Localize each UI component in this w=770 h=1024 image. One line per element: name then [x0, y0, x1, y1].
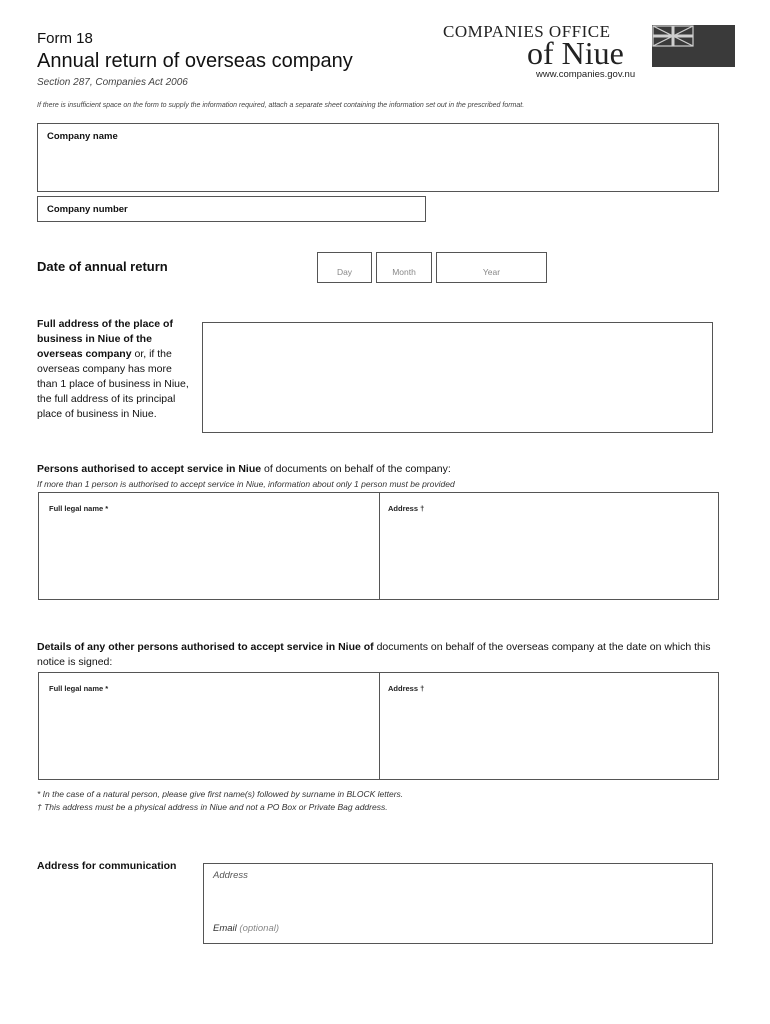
footnote-dagger: † This address must be a physical address in Niue and not a PO Box or Private Bag address. [37, 802, 388, 812]
footnote-star: * In the case of a natural person, please give first name(s) followed by surname in BLOCK letters. [37, 789, 404, 799]
page-title: Annual return of overseas company [37, 50, 353, 72]
website-url: www.companies.gov.nu [536, 69, 636, 80]
business-address-label-bold: Full address of the place of business in Niue of the overseas company [37, 318, 173, 360]
company-number-label: Company number [47, 204, 128, 215]
company-name-field[interactable] [37, 123, 719, 192]
company-name-label: Company name [47, 131, 118, 142]
instruction-text: If there is insufficient space on the form to supply the information required, attach a separate sheet containing the information set out in the prescribed format. [37, 102, 525, 109]
flag-icon [652, 25, 735, 67]
business-address-label-rest: or, if the overseas company has more than 1 place of business in Niue, the full address of its principal place of business in Niue. [37, 348, 189, 420]
address-label: Address † [388, 684, 425, 693]
email-optional-text: (optional) [239, 923, 280, 934]
other-persons-address-field[interactable] [380, 673, 718, 779]
other-persons-table [38, 672, 719, 780]
persons-address-field[interactable] [380, 493, 718, 599]
other-persons-heading-rest: documents on behalf of the overseas company at the date on which this notice is signed: [37, 641, 711, 668]
date-year-field[interactable] [436, 252, 547, 283]
persons-note: If more than 1 person is authorised to accept service in Niue, information about only 1 person must be provided [37, 479, 455, 489]
communication-address-field[interactable] [204, 864, 712, 914]
business-address-label [37, 317, 192, 422]
communication-address-label: Address [213, 870, 248, 881]
persons-heading [37, 463, 451, 475]
date-day-field[interactable] [317, 252, 372, 283]
communication-box [203, 863, 713, 944]
year-placeholder: Year [482, 267, 501, 277]
logo-text-top: COMPANIES OFFICE [443, 22, 611, 41]
form-number: Form 18 [37, 30, 93, 47]
business-address-field[interactable] [202, 322, 713, 433]
communication-label: Address for communication [37, 860, 177, 872]
persons-table [38, 492, 719, 600]
other-persons-name-field[interactable] [39, 673, 379, 779]
full-legal-name-label: Full legal name * [49, 684, 109, 693]
email-text: Email [213, 923, 237, 934]
persons-heading-rest: of documents on behalf of the company: [261, 463, 451, 475]
logo-text-main: of Niue [527, 35, 624, 71]
persons-heading-bold: Persons authorised to accept service in Niue [37, 463, 262, 475]
communication-email-field[interactable] [204, 916, 712, 943]
day-placeholder: Day [336, 267, 353, 277]
section-reference: Section 287, Companies Act 2006 [37, 77, 188, 88]
date-month-field[interactable] [376, 252, 432, 283]
address-label: Address † [388, 504, 425, 513]
full-legal-name-label: Full legal name * [49, 504, 109, 513]
persons-name-field[interactable] [39, 493, 379, 599]
other-persons-heading [37, 640, 737, 670]
month-placeholder: Month [392, 267, 416, 277]
company-number-field[interactable] [37, 196, 426, 222]
other-persons-heading-bold: Details of any other persons authorised to accept service in Niue of [37, 641, 374, 653]
date-label: Date of annual return [37, 259, 168, 274]
